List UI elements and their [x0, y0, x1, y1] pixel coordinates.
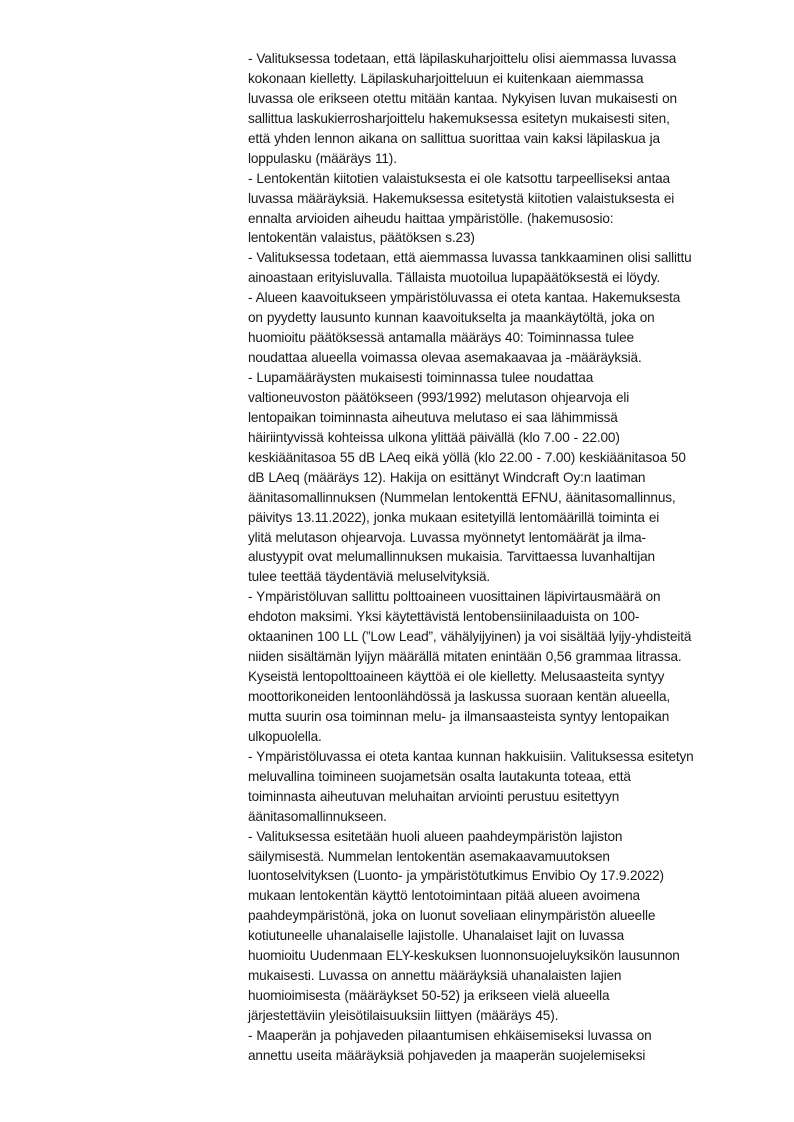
text-line: - Alueen kaavoitukseen ympäristöluvassa ei oteta kantaa. Hakemuksesta [248, 290, 681, 306]
list-item-paragraph [248, 587, 748, 747]
text-line: lentopaikan toiminnasta aiheutuva melutaso ei saa lähimmissä [248, 409, 618, 425]
text-line: äänitasomallinnukseen. [248, 808, 387, 824]
text-line: alustyypit ovat melumallinnuksen mukaisia. Tarvittaessa luvanhaltijan [248, 549, 655, 565]
text-line: huomioitu Uudenmaan ELY-keskuksen luonnonsuojeluyksikön lausunnon [248, 948, 680, 964]
list-item-paragraph [248, 248, 748, 288]
text-line: äänitasomallinnuksen (Nummelan lentokenttä EFNU, äänitasomallinnus, [248, 489, 676, 505]
text-line: luvassa ole erikseen otettu mitään kantaa. Nykyisen luvan mukaisesti on [248, 90, 677, 106]
text-line: häiriintyvissä kohteissa ulkona ylittää päivällä (klo 7.00 - 22.00) [248, 429, 620, 445]
text-line: - Maaperän ja pohjaveden pilaantumisen ehkäisemiseksi luvassa on [248, 1027, 652, 1043]
text-line: - Lupamääräysten mukaisesti toiminnassa tulee noudattaa [248, 370, 594, 385]
list-item-paragraph [248, 169, 748, 249]
document-body [248, 49, 748, 1066]
text-line: niiden sisältämän lyijyn määrällä mitaten enintään 0,56 grammaa litrassa. [248, 649, 682, 665]
text-line: - Lentokentän kiitotien valaistuksesta ei ole katsottu tarpeelliseksi antaa [248, 170, 670, 186]
text-line: kotiutuneelle uhanalaiselle lajistolle. Uhanalaiset lajit on luvassa [248, 928, 625, 944]
text-line: valtioneuvoston päätökseen (993/1992) melutason ohjearvoja eli [248, 389, 630, 405]
text-line: huomioimisesta (määräykset 50-52) ja erikseen vielä alueella [248, 988, 610, 1004]
text-line: - Valituksessa esitetään huoli alueen paahdeympäristön lajiston [248, 828, 623, 844]
text-line: mutta suurin osa toiminnan melu- ja ilmansaasteista syntyy lentopaikan [248, 708, 670, 724]
text-line: - Ympäristöluvassa ei oteta kantaa kunnan hakkuisiin. Valituksessa esitetyn [248, 748, 694, 764]
text-line: annettu useita määräyksiä pohjaveden ja maaperän suojelemiseksi [248, 1047, 646, 1063]
list-item-paragraph [248, 827, 748, 1026]
text-line: luvassa määräyksiä. Hakemuksessa esitetystä kiitotien valaistuksesta ei [248, 190, 675, 206]
text-line: ainoastaan erityisluvalla. Tällaista muotoilua lupapäätöksestä ei löydy. [248, 270, 660, 286]
text-line: ylitä melutason ohjearvoja. Luvassa myönnetyt lentomäärät ja ilma- [248, 529, 646, 545]
text-line: dB LAeq (määräys 12). Hakija on esittänyt Windcraft Oy:n laatiman [248, 469, 646, 485]
text-line: - Valituksessa todetaan, että läpilaskuharjoittelu olisi aiemmassa luvassa [248, 51, 677, 66]
text-line: tulee teettää täydentäviä meluselvityksiä. [248, 569, 490, 585]
text-line: huomioitu päätöksessä antamalla määräys 40: Toiminnassa tulee [248, 330, 634, 346]
text-line: että yhden lennon aikana on sallittua suorittaa vain kaksi läpilaskua ja [248, 130, 660, 146]
text-line: järjestettäviin yleisötilaisuuksiin liittyen (määräys 45). [248, 1008, 559, 1023]
text-line: loppulasku (määräys 11). [248, 150, 397, 166]
text-line: ennalta arvioiden aiheudu haittaa ympäristölle. (hakemusosio: [248, 210, 614, 226]
text-line: noudattaa alueella voimassa olevaa asemakaavaa ja -määräyksiä. [248, 350, 642, 366]
text-line: päivitys 13.11.2022), jonka mukaan esitetyillä lentomäärillä toiminta ei [248, 509, 660, 525]
list-item-paragraph [248, 288, 748, 368]
text-line: moottorikoneiden lentoonlähdössä ja laskussa suoraan kentän alueella, [248, 689, 671, 704]
text-line: - Valituksessa todetaan, että aiemmassa luvassa tankkaaminen olisi sallittu [248, 250, 692, 266]
text-line: mukaisesti. Luvassa on annettu määräyksiä uhanalaisten lajien [248, 968, 622, 984]
text-line: paahdeympäristönä, joka on luonut soveliaan elinympäristön alueelle [248, 908, 656, 924]
text-line: toiminnasta aiheutuvan meluhaitan arviointi perustuu esitettyyn [248, 788, 620, 804]
list-item-paragraph [248, 747, 748, 827]
text-line: sallittua laskukierrosharjoittelu hakemuksessa esitetyn mukaisesti siten, [248, 110, 670, 126]
list-item-paragraph [248, 1026, 748, 1066]
text-line: säilymisestä. Nummelan lentokentän asemakaavamuutoksen [248, 848, 610, 864]
text-line: lentokentän valaistus, päätöksen s.23) [248, 230, 475, 246]
text-line: - Ympäristöluvan sallittu polttoaineen vuosittainen läpivirtausmäärä on [248, 589, 661, 605]
text-line: Kyseistä lentopolttoaineen käyttöä ei ole kielletty. Melusaasteita syntyy [248, 669, 665, 685]
text-line: on pyydetty lausunto kunnan kaavoitukselta ja maankäytöltä, joka on [248, 310, 655, 326]
text-line: mukaan lentokentän käyttö lentotoimintaan pitää alueen avoimena [248, 888, 640, 904]
list-item-paragraph [248, 49, 748, 169]
text-line: oktaaninen 100 LL (”Low Lead”, vähälyijyinen) ja voi sisältää lyijy-yhdisteitä [248, 629, 692, 645]
text-line: luontoselvityksen (Luonto- ja ympäristötutkimus Envibio Oy 17.9.2022) [248, 868, 664, 884]
text-line: ehdoton maksimi. Yksi käytettävistä lentobensiinilaaduista on 100- [248, 609, 640, 625]
text-line: keskiäänitasoa 55 dB LAeq eikä yöllä (klo 22.00 - 7.00) keskiäänitasoa 50 [248, 449, 686, 465]
list-item-paragraph [248, 368, 748, 587]
text-line: kokonaan kielletty. Läpilaskuharjoitteluun ei kuitenkaan aiemmassa [248, 70, 644, 86]
text-line: meluvallina toimineen suojametsän osalta lautakunta toteaa, että [248, 768, 631, 784]
text-line: ulkopuolella. [248, 728, 322, 744]
